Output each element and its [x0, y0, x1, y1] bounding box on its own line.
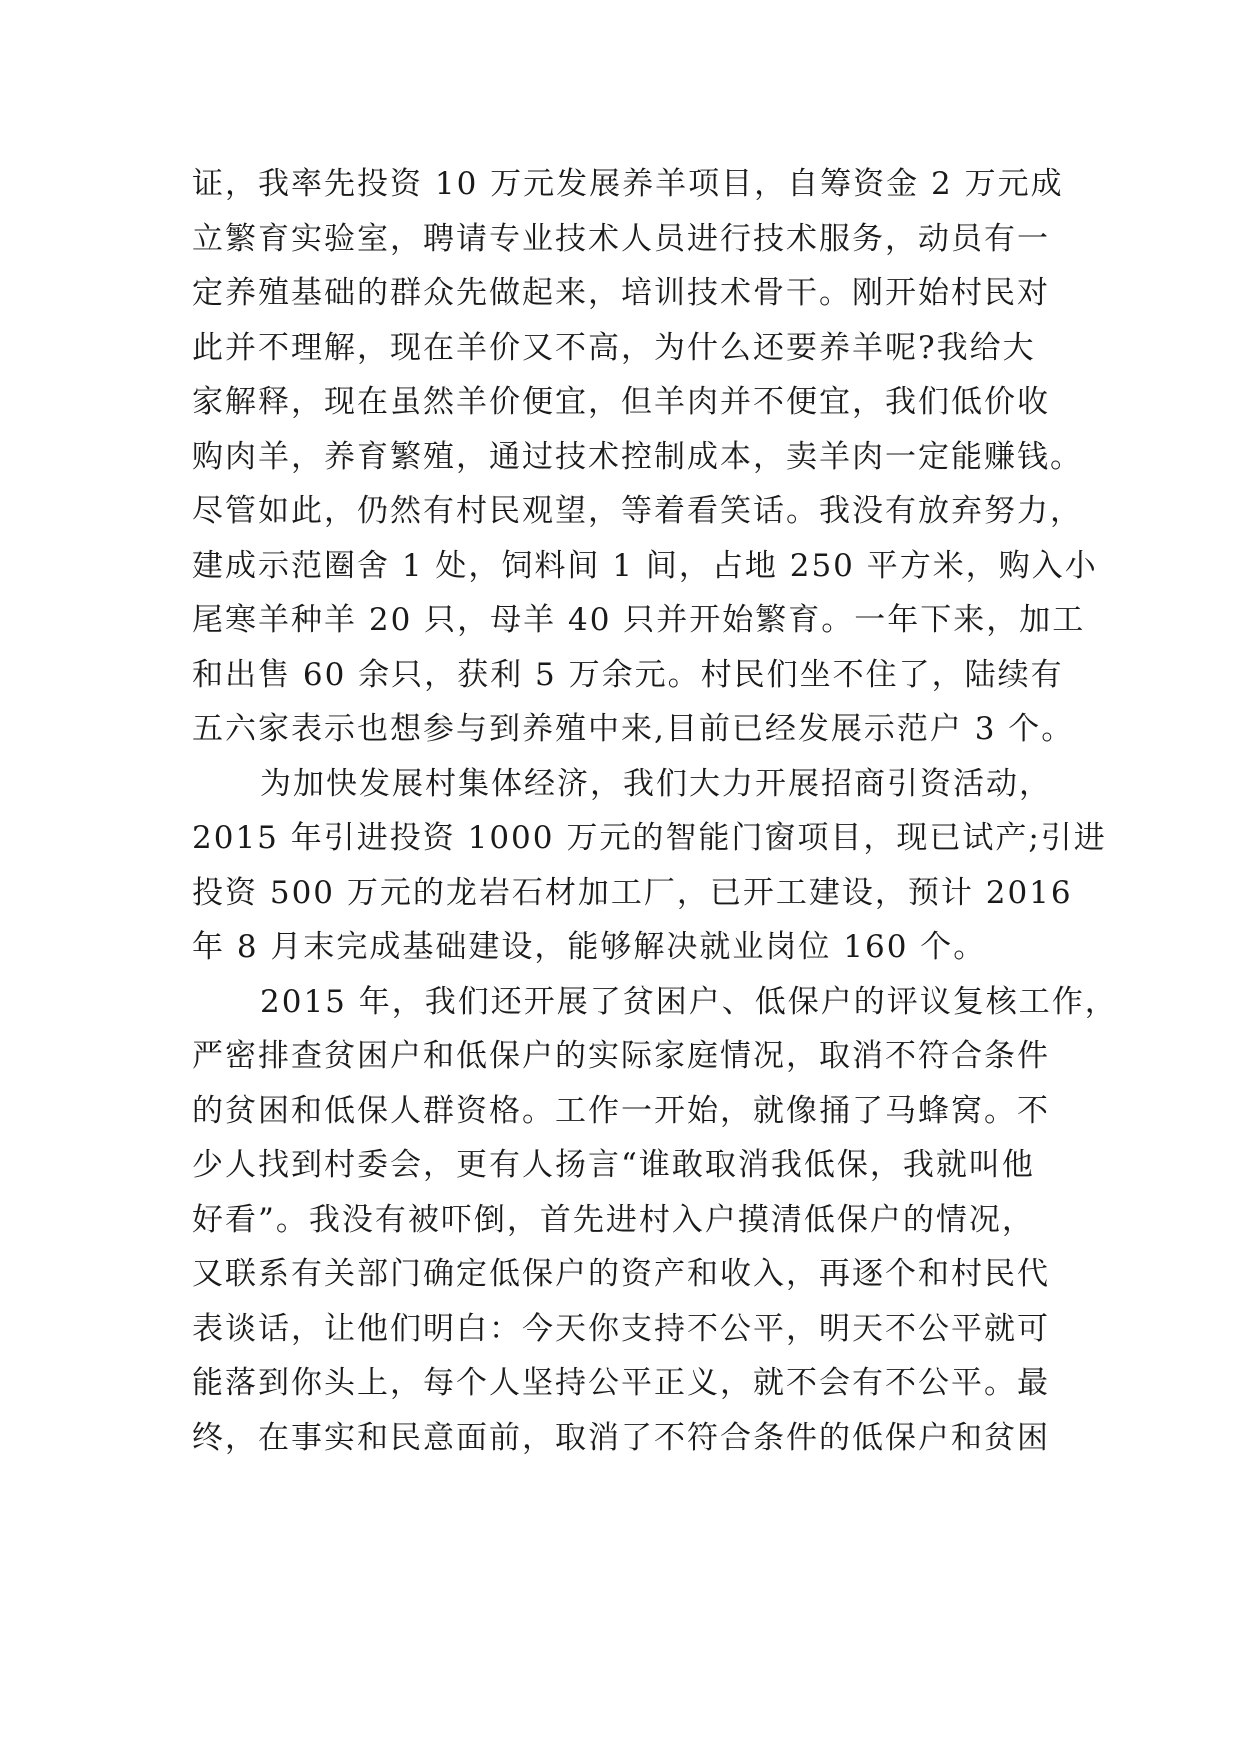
- text-line: 和出售 60 余只，获利 5 万余元。村民们坐不住了，陆续有: [192, 656, 1064, 693]
- text-line: 尽管如此，仍然有村民观望，等着看笑话。我没有放弃努力，: [192, 493, 1083, 529]
- body-text: [192, 157, 1118, 1465]
- text-line: 好看”。我没有被吓倒，首先进村入户摸清低保户的情况，: [192, 1201, 1035, 1238]
- text-line: 证，我率先投资 10 万元发展养羊项目，自筹资金 2 万元成: [192, 166, 1064, 202]
- text-line: 五六家表示也想参与到养殖中来,目前已经发展示范户 3 个。: [192, 711, 1075, 747]
- text-line: 少人找到村委会，更有人扬言“谁敢取消我低保，我就叫他: [192, 1147, 1035, 1183]
- text-line: 家解释，现在虽然羊价便宜，但羊肉并不便宜，我们低价收: [192, 384, 1050, 420]
- text-line: 购肉羊，养育繁殖，通过技术控制成本，卖羊肉一定能赚钱。: [192, 438, 1083, 475]
- text-line: 投资 500 万元的龙岩石材加工厂，已开工建设，预计 2016: [192, 874, 1073, 911]
- text-line: 又联系有关部门确定低保户的资产和收入，再逐个和村民代: [192, 1256, 1050, 1292]
- paragraph-2: [192, 757, 1107, 975]
- text-line: 此并不理解，现在羊价又不高，为什么还要养羊呢?我给大: [192, 329, 1036, 366]
- text-line: 表谈话，让他们明白：今天你支持不公平，明天不公平就可: [192, 1310, 1050, 1347]
- text-line: 能落到你头上，每个人坚持公平正义，就不会有不公平。最: [192, 1365, 1050, 1401]
- text-line: 建成示范圈舍 1 处，饲料间 1 间，占地 250 平方米，购入小: [192, 547, 1098, 584]
- paragraph-3: [192, 975, 1118, 1466]
- text-line: 年 8 月末完成基础建设，能够解决就业岗位 160 个。: [192, 929, 987, 965]
- text-line: 严密排查贫困户和低保户的实际家庭情况，取消不符合条件: [192, 1038, 1050, 1074]
- text-line: 2015 年引进投资 1000 万元的智能门窗项目，现已试产;引进: [192, 820, 1107, 856]
- text-line: 定养殖基础的群众先做起来，培训技术骨干。刚开始村民对: [192, 275, 1050, 311]
- text-line: 的贫困和低保人群资格。工作一开始，就像捅了马蜂窝。不: [192, 1092, 1050, 1129]
- text-line: 终，在事实和民意面前，取消了不符合条件的低保户和贫困: [192, 1419, 1050, 1456]
- paragraph-1: [192, 157, 1098, 757]
- text-line: 尾寒羊种羊 20 只，母羊 40 只并开始繁育。一年下来，加工: [192, 602, 1086, 638]
- text-line: 立繁育实验室，聘请专业技术人员进行技术服务，动员有一: [192, 220, 1050, 257]
- text-line: 为加快发展村集体经济，我们大力开展招商引资活动，: [260, 765, 1052, 802]
- text-line: 2015 年，我们还开展了贫困户、低保户的评议复核工作，: [260, 983, 1118, 1020]
